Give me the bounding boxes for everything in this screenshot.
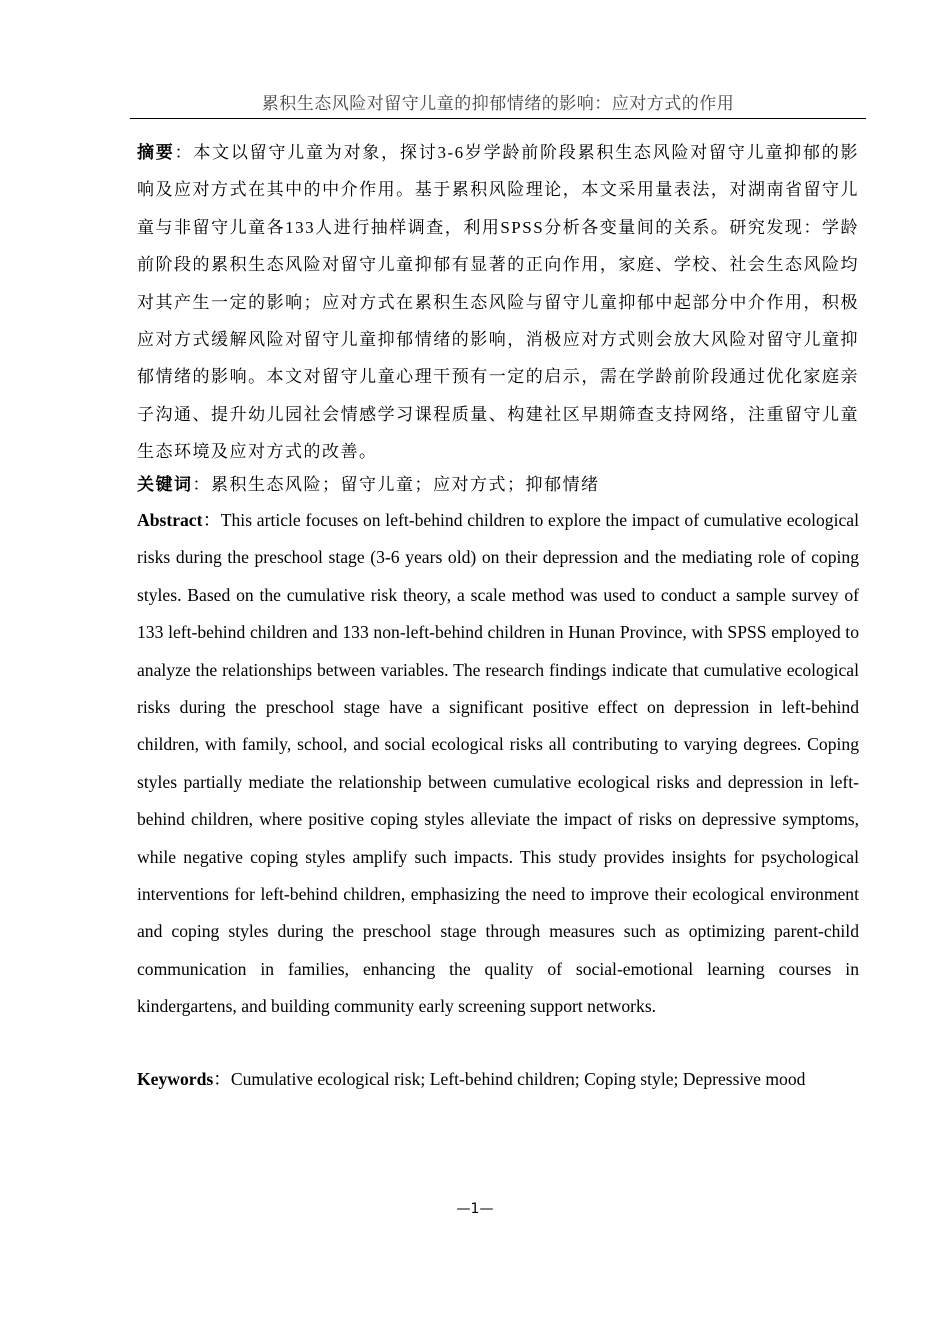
chinese-keywords-separator: ： bbox=[192, 475, 211, 494]
english-keywords-label: Keywords bbox=[137, 1069, 214, 1089]
page-number: —1— bbox=[456, 1201, 494, 1217]
chinese-keywords-text: 累积生态风险；留守儿童；应对方式；抑郁情绪 bbox=[211, 475, 600, 494]
english-abstract-separator: ： bbox=[202, 510, 221, 530]
header-rule bbox=[130, 118, 866, 119]
chinese-abstract-paragraph bbox=[137, 134, 859, 471]
english-abstract-label: Abstract bbox=[137, 510, 203, 530]
chinese-keywords-paragraph bbox=[137, 466, 859, 503]
running-header-title: 累积生态风险对留守儿童的抑郁情绪的影响：应对方式的作用 bbox=[261, 94, 735, 113]
chinese-abstract-label: 摘要 bbox=[137, 143, 175, 162]
chinese-abstract-text: 本文以留守儿童为对象，探讨3-6岁学龄前阶段累积生态风险对留守儿童抑郁的影响及应对方式在其中的中介作用。基于累积风险理论，本文采用量表法，对湖南省留守儿童与非留守儿童各133人进行抽样调查，利用SPSS分析各变量间的关系。研究发现：学龄前阶段的累积生态风险对留守儿童抑郁有显著的正向作用，家庭、学校、社会生态风险均对其产生一定的影响；应对方式在累积生态风险与留守儿童抑郁中起部分中介作用，积极应对方式缓解风险对留守儿童抑郁情绪的影响，消极应对方式则会放大风险对留守儿童抑郁情绪的影响。本文对留守儿童心理干预有一定的启示，需在学龄前阶段通过优化家庭亲子沟通、提升幼儿园社会情感学习课程质量、构建社区早期筛查支持网络，注重留守儿童生态环境及应对方式的改善。 bbox=[137, 143, 859, 462]
english-keywords-separator: ： bbox=[213, 1069, 231, 1089]
english-keywords-text: Cumulative ecological risk; Left-behind children; Coping style; Depressive mood bbox=[230, 1069, 806, 1089]
chinese-abstract-separator: ： bbox=[174, 143, 194, 162]
english-keywords-paragraph bbox=[137, 1061, 859, 1098]
chinese-keywords-label: 关键词 bbox=[137, 475, 193, 494]
english-abstract-paragraph bbox=[137, 502, 859, 1026]
english-abstract-text: This article focuses on left-behind children to explore the impact of cumulative ecological risks during the preschool stage (3-6 years old) on their depression and the mediating role of coping styles. Based on the cumulative risk theory, a scale method was used to conduct a sample survey of 133 left-behind children and 133 non-left-behind children in Hunan Province, with SPSS employed to analyze the relationships between variables. The research findings indicate that cumulative ecological risks during the preschool stage have a significant positive effect on depression in left-behind children, with family, school, and social ecological risks all contributing to varying degrees. Coping styles partially mediate the relationship between cumulative ecological risks and depression in left-behind children, where positive coping styles alleviate the impact of risks on depressive symptoms, while negative coping styles amplify such impacts. This study provides insights for psychological interventions for left-behind children, emphasizing the need to improve their ecological environment and coping styles during the preschool stage through measures such as optimizing parent-child communication in families, enhancing the quality of social-emotional learning courses in kindergartens, and building community early screening support networks. bbox=[137, 510, 859, 1017]
